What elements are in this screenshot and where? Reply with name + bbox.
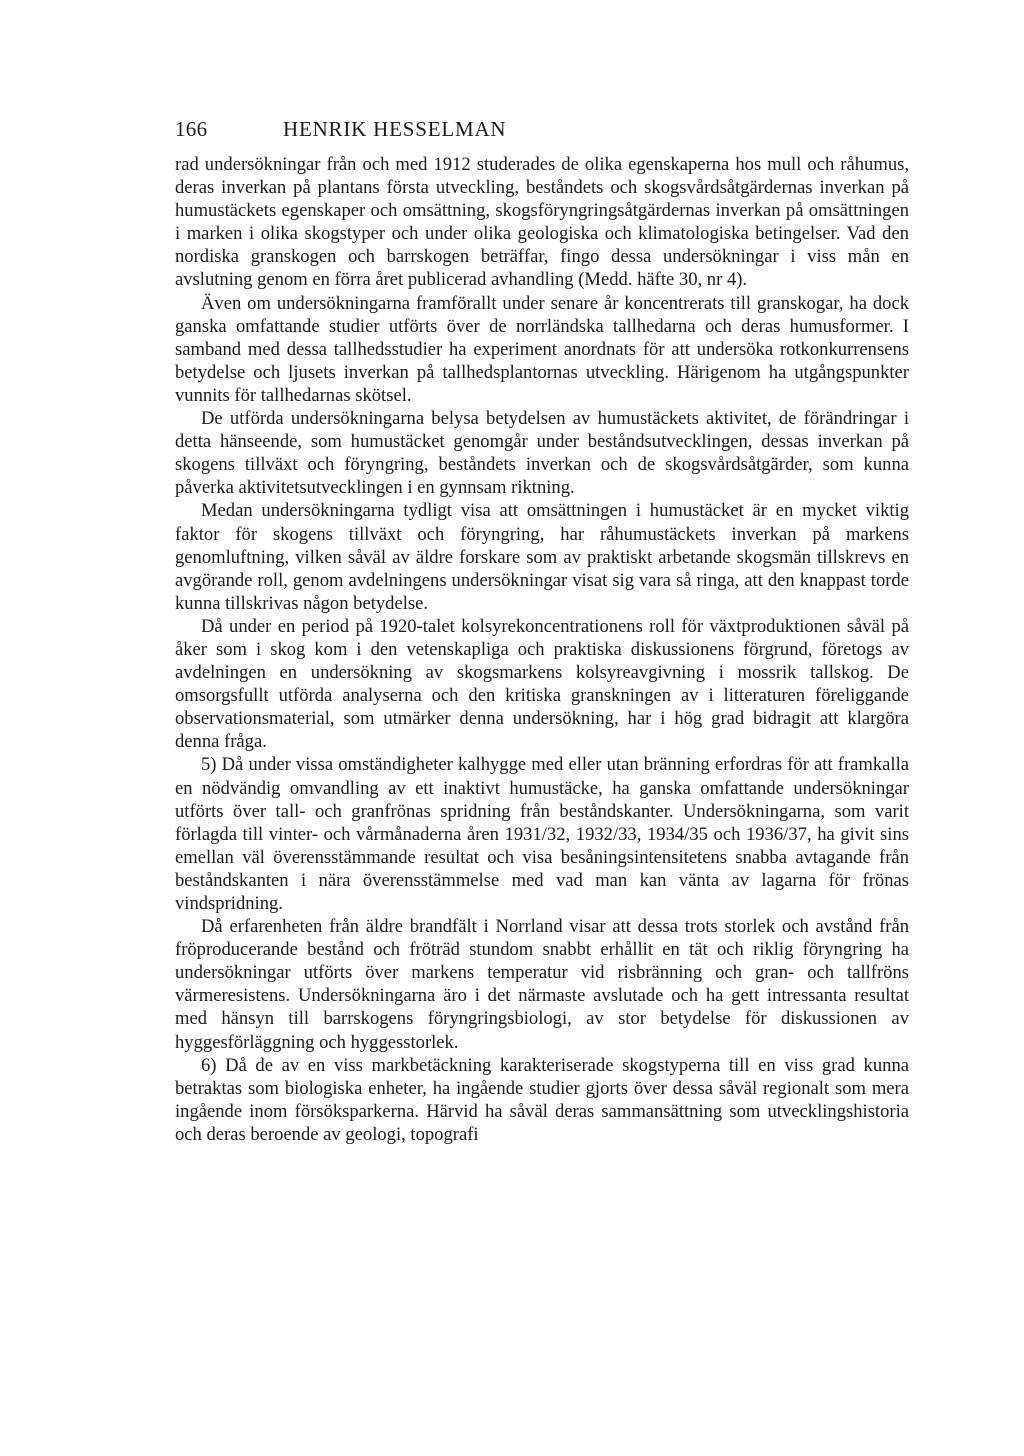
running-head: [175, 117, 909, 153]
paragraph: Då under en period på 1920-talet kolsyrekoncentrationens roll för växtproduktionen såväl på åker som i skog kom i den vetenskapliga och praktiska diskussionens förgrund, företogs av avdelningen en undersökning av skogsmarkens kolsyreavgivning i mossrik tallskog. De omsorgsfullt utförda analyserna och den kritiska granskningen av i litteraturen föreliggande observationsmaterial, som utmärker denna undersökning, har i hög grad bidragit att klargöra denna fråga.: [175, 615, 909, 753]
paragraph-numbered-5: 5) Då under vissa omständigheter kalhygge med eller utan bränning erfordras för att framkalla en nödvändig omvandling av ett inaktivt humustäcke, ha ganska omfattande undersökningar utförts över tall- och granfrönas spridning från beståndskanter. Undersökningarna, som varit förlagda till vinter- och vårmånaderna åren 1931/32, 1932/33, 1934/35 och 1936/37, ha givit sins emellan väl överensstämmande resultat och visa besåningsintensitetens snabba avtagande från beståndskanten i nära överensstämmelse med vad man kan vänta av lagarna för frönas vindspridning.: [175, 754, 909, 914]
paragraph: Medan undersökningarna tydligt visa att omsättningen i humustäcket är en mycket viktig faktor för skogens tillväxt och föryngring, har råhumustäckets inverkan på markens genomluftning, vilken såväl av äldre forskare som av praktiskt arbetande skogsmän tillskrevs en avgörande roll, genom avdelningens undersökningar visat sig vara så ringa, att den knappast torde kunna tillskrivas någon betydelse.: [175, 500, 909, 614]
body-text: [175, 153, 909, 1146]
paragraph: De utförda undersökningarna belysa betydelsen av humustäckets aktivitet, de förändringar i detta hänseende, som humustäcket genomgår under beståndsutvecklingen, dessas inverkan på skogens tillväxt och föryngring, beståndets inverkan och de skogsvårdsåtgärder, som kunna påverka aktivitetsutvecklingen i en gynnsam riktning.: [175, 408, 909, 499]
paragraph: Då erfarenheten från äldre brandfält i Norrland visar att dessa trots storlek och avstånd från fröproducerande bestånd och fröträd stundom snabbt erhållit en tät och riklig föryngring ha undersökningar utförts över markens temperatur vid risbränning och gran- och tallfröns värmeresistens. Undersökningarna äro i det närmaste avslutade och ha gett intressanta resultat med hänsyn till barrskogens föryngringsbiologi, av stor betydelse för diskussionen av hyggesförläggning och hyggesstorlek.: [175, 916, 909, 1053]
paragraph: rad undersökningar från och med 1912 studerades de olika egenskaperna hos mull och råhumus, deras inverkan på plantans första utveckling, beståndets och skogsvårdsåtgärdernas inverkan på humustäckets egenskaper och omsättning, skogsföryngringsåtgärdernas inverkan på omsättningen i marken i olika skogstyper och under olika geologiska och klimatologiska betingelser. Vad den nordiska granskogen och barrskogen beträffar, fingo dessa undersökningar i viss mån en avslutning genom en förra året publicerad avhandling (Medd. häfte 30, nr 4).: [175, 154, 909, 291]
paragraph: Även om undersökningarna framförallt under senare år koncentrerats till granskogar, ha dock ganska omfattande studier utförts över de norrländska tallhedarna och deras humusformer. I samband med dessa tallhedsstudier ha experiment anordnats för att undersöka rotkonkurrensens betydelse och ljusets inverkan på tallhedsplantornas utveckling. Härigenom ha utgångspunkter vunnits för tallhedarnas skötsel.: [175, 292, 909, 406]
page-number: 166: [175, 117, 208, 141]
paragraph-numbered-6: 6) Då de av en viss markbetäckning karakteriserade skogstyperna till en viss grad kunna betraktas som biologiska enheter, ha ingående studier gjorts över dessa såväl regionalt som mera ingående inom försöksparkerna. Härvid ha såväl deras sammansättning som utvecklingshistoria och deras beroende av geologi, topografi: [175, 1054, 909, 1145]
running-title: HENRIK HESSELMAN: [283, 117, 507, 141]
page-content: [175, 117, 909, 1146]
